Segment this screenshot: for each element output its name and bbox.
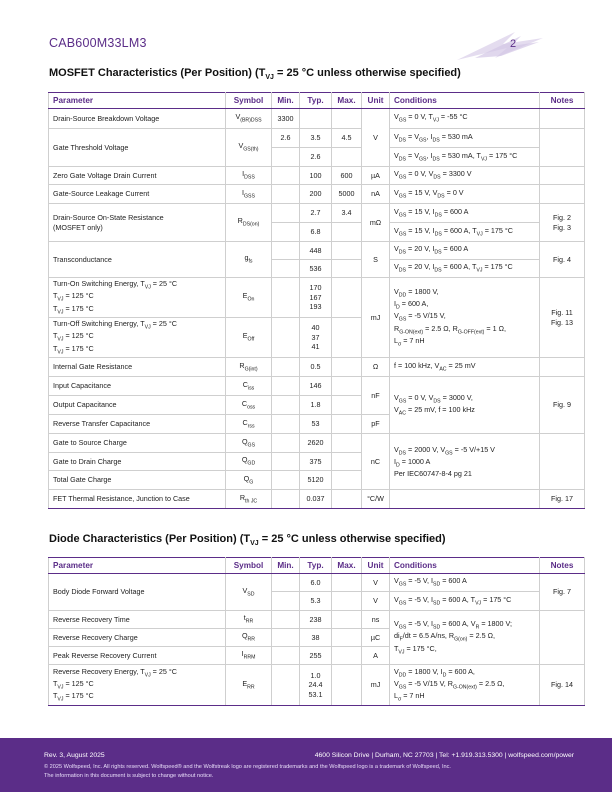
cond-cell: $V_{GS} = 15$ V, $I_{DS} = 600$ A, $T_{VJ} = 175$ °C [390,223,540,242]
col-typ: Typ. [300,93,332,109]
unit-cell: mJ [362,665,390,706]
param-cell: Reverse Transfer Capacitance [49,415,226,434]
min-cell [272,318,300,358]
address-text: 4600 Silicon Drive | Durham, NC 27703 | Tel: +1.919.313.5300 | wolfspeed.com/power [314,752,574,759]
col-symbol: Symbol [226,93,272,109]
cond-cell [390,490,540,509]
col-conditions: Conditions [390,93,540,109]
symbol-cell: $C_{oss}$ [226,396,272,415]
cond-cell: $V_{GS} = 0$ V, $V_{DS} = 3300$ V [390,167,540,185]
min-cell [272,377,300,396]
symbol-cell: $V_{SD}$ [226,574,272,611]
max-cell [332,629,362,647]
part-number: CAB600M33LM3 [49,36,147,50]
typ-cell: 6.8 [300,223,332,242]
unit-cell: S [362,242,390,278]
max-cell [332,318,362,358]
mosfet-section-title: MOSFET Characteristics (Per Position) ($T_{VJ} = 25$ °C unless otherwise specified) [49,67,461,82]
typ-cell: 3.5 [300,129,332,148]
max-cell [332,592,362,611]
param-cell: Zero Gate Voltage Drain Current [49,167,226,185]
col-min: Min. [272,93,300,109]
unit-cell: °C/W [362,490,390,509]
typ-cell: 170 167 193 [300,278,332,318]
typ-cell: 375 [300,453,332,471]
notes-cell [540,109,585,129]
unit-cell: nA [362,185,390,204]
max-cell: 3.4 [332,204,362,223]
typ-cell: 5.3 [300,592,332,611]
notes-cell: Fig. 17 [540,490,585,509]
mosfet-characteristics-table [48,92,585,509]
symbol-cell: $I_{RRM}$ [226,647,272,665]
param-cell: Internal Gate Resistance [49,358,226,377]
cond-cell: $V_{DD} = 1800$ V, $I_D = 600$ A, $V_{GS} = -5$ V/15 V, $R_{G-ON(ext)} = 2.5$ Ω, $R_{G-OFF(ext)} = 1$ Ω, $L_\sigma = 7$ nH [390,278,540,358]
param-cell: Turn-Off Switching Energy, $T_{VJ} = 25$ °C $T_{VJ} = 125$ °C $T_{VJ} = 175$ °C [49,318,226,358]
min-cell [272,629,300,647]
max-cell: 4.5 [332,129,362,148]
cond-cell: $V_{GS} = -5$ V, $I_{SD} = 600$ A, $V_R = 1800$ V; $di_F/dt = 6.5$ A/ns, $R_{G(on)} = 2.5$ Ω, $T_{VJ} = 175$ °C, [390,611,540,665]
min-cell [272,260,300,278]
cond-cell: $V_{GS} = 0$ V, $T_{VJ} = -55$ °C [390,109,540,129]
notes-cell: Fig. 4 [540,242,585,278]
cond-cell: $V_{GS} = 0$ V, $V_{DS} = 3000$ V, $V_{AC} = 25$ mV, f = 100 kHz [390,377,540,434]
table-row [49,204,585,223]
table-row [49,574,585,592]
col-parameter: Parameter [49,558,226,574]
typ-cell: 1.8 [300,396,332,415]
symbol-cell: $g_{fs}$ [226,242,272,278]
max-cell [332,647,362,665]
param-cell: Transconductance [49,242,226,278]
page-footer [0,738,612,792]
typ-cell: 38 [300,629,332,647]
table-row [49,278,585,318]
max-cell [332,415,362,434]
symbol-cell: $E_{Off}$ [226,318,272,358]
param-cell: Gate-Source Leakage Current [49,185,226,204]
symbol-cell: $I_{GSS}$ [226,185,272,204]
min-cell: 2.6 [272,129,300,148]
min-cell [272,242,300,260]
param-cell: Reverse Recovery Energy, $T_{VJ} = 25$ °C $T_{VJ} = 125$ °C $T_{VJ} = 175$ °C [49,665,226,706]
symbol-cell: $I_{DSS}$ [226,167,272,185]
param-cell: Reverse Recovery Charge [49,629,226,647]
param-cell: Reverse Recovery Time [49,611,226,629]
param-cell: Gate to Source Charge [49,434,226,453]
table-header-row [49,558,585,574]
typ-cell: 100 [300,167,332,185]
notes-cell [540,167,585,185]
typ-cell: 238 [300,611,332,629]
symbol-cell: $R_{th JC}$ [226,490,272,509]
max-cell [332,278,362,318]
param-cell: Turn-On Switching Energy, $T_{VJ} = 25$ °C $T_{VJ} = 125$ °C $T_{VJ} = 175$ °C [49,278,226,318]
min-cell [272,574,300,592]
notes-cell [540,611,585,665]
max-cell [332,109,362,129]
table-row [49,611,585,629]
max-cell [332,223,362,242]
table-header-row [49,93,585,109]
table-row [49,358,585,377]
disclaimer-text: The information in this document is subject to change without notice. [44,773,214,779]
typ-cell: 0.037 [300,490,332,509]
notes-cell: Fig. 9 [540,377,585,434]
page-number: 2 [510,38,517,50]
min-cell [272,592,300,611]
max-cell: 5000 [332,185,362,204]
unit-cell: µA [362,167,390,185]
typ-cell: 6.0 [300,574,332,592]
typ-cell: 448 [300,242,332,260]
param-cell: Input Capacitance [49,377,226,396]
cond-cell: $V_{GS} = 15$ V, $I_{DS} = 600$ A [390,204,540,223]
cond-cell: $V_{DS} = V_{GS}$, $I_{DS} = 530$ mA [390,129,540,148]
typ-cell: 255 [300,647,332,665]
table-row [49,129,585,148]
unit-cell: pF [362,415,390,434]
max-cell [332,434,362,453]
unit-cell: mΩ [362,204,390,242]
max-cell [332,396,362,415]
table-row [49,434,585,453]
symbol-cell: $E_{On}$ [226,278,272,318]
symbol-cell: $C_{iss}$ [226,377,272,396]
min-cell [272,185,300,204]
min-cell [272,396,300,415]
table-row [49,109,585,129]
unit-cell: V [362,574,390,592]
table-row [49,377,585,396]
symbol-cell: $Q_{RR}$ [226,629,272,647]
min-cell [272,148,300,167]
cond-cell: $V_{DS} = V_{GS}$, $I_{DS} = 530$ mA, $T_{VJ} = 175$ °C [390,148,540,167]
min-cell [272,665,300,706]
symbol-cell: $R_{DS(on)}$ [226,204,272,242]
symbol-cell: $Q_{GS}$ [226,434,272,453]
min-cell [272,434,300,453]
unit-cell: V [362,109,390,167]
col-symbol: Symbol [226,558,272,574]
cond-cell: $V_{GS} = -5$ V, $I_{SD} = 600$ A, $T_{VJ} = 175$ °C [390,592,540,611]
wolfstreak-logo [455,28,545,64]
typ-cell: 2.7 [300,204,332,223]
symbol-cell: $V_{GS(th)}$ [226,129,272,167]
typ-cell: 1.0 24.4 53.1 [300,665,332,706]
typ-cell: 536 [300,260,332,278]
col-unit: Unit [362,558,390,574]
typ-cell: 2620 [300,434,332,453]
max-cell [332,665,362,706]
notes-cell [540,434,585,490]
max-cell [332,242,362,260]
typ-cell: 2.6 [300,148,332,167]
unit-cell: V [362,592,390,611]
col-min: Min. [272,558,300,574]
notes-cell [540,358,585,377]
min-cell [272,490,300,509]
min-cell [272,415,300,434]
symbol-cell: $Q_G$ [226,471,272,490]
cond-cell: $V_{DS} = 20$ V, $I_{DS} = 600$ A, $T_{VJ} = 175$ °C [390,260,540,278]
param-cell: Total Gate Charge [49,471,226,490]
notes-cell [540,185,585,204]
cond-cell: f = 100 kHz, $V_{AC} = 25$ mV [390,358,540,377]
revision-text: Rev. 3, August 2025 [44,752,105,759]
copyright-text: © 2025 Wolfspeed, Inc. All rights reserved. Wolfspeed® and the Wolfstreak logo are registered trademarks and the Wolfspeed logo is a trademark of Wolfspeed, Inc. [44,764,451,770]
typ-cell [300,109,332,129]
notes-cell: Fig. 7 [540,574,585,611]
unit-cell: µC [362,629,390,647]
min-cell [272,167,300,185]
param-cell: Gate to Drain Charge [49,453,226,471]
notes-cell: Fig. 2 Fig. 3 [540,204,585,242]
cond-cell: $V_{GS} = 15$ V, $V_{DS} = 0$ V [390,185,540,204]
table-row [49,490,585,509]
table-row [49,665,585,706]
param-cell: Drain-Source On-State Resistance (MOSFET only) [49,204,226,242]
symbol-cell: $t_{RR}$ [226,611,272,629]
typ-cell: 0.5 [300,358,332,377]
param-cell: Body Diode Forward Voltage [49,574,226,611]
col-notes: Notes [540,93,585,109]
col-notes: Notes [540,558,585,574]
max-cell [332,148,362,167]
min-cell: 3300 [272,109,300,129]
symbol-cell: $Q_{GD}$ [226,453,272,471]
max-cell [332,260,362,278]
unit-cell: mJ [362,278,390,358]
max-cell [332,453,362,471]
min-cell [272,647,300,665]
typ-cell: 5120 [300,471,332,490]
col-max: Max. [332,93,362,109]
max-cell [332,471,362,490]
symbol-cell: $V_{(BR)DSS}$ [226,109,272,129]
unit-cell: nF [362,377,390,415]
param-cell: Peak Reverse Recovery Current [49,647,226,665]
min-cell [272,223,300,242]
param-cell: Gate Threshold Voltage [49,129,226,167]
notes-cell [540,129,585,167]
min-cell [272,611,300,629]
max-cell [332,377,362,396]
cond-cell: $V_{GS} = -5$ V, $I_{SD} = 600$ A [390,574,540,592]
diode-characteristics-table [48,557,585,706]
unit-cell: Ω [362,358,390,377]
min-cell [272,358,300,377]
table-row [49,167,585,185]
table-row [49,185,585,204]
max-cell [332,490,362,509]
min-cell [272,471,300,490]
symbol-cell: $E_{RR}$ [226,665,272,706]
diode-section-title: Diode Characteristics (Per Position) ($T_{VJ} = 25$ °C unless otherwise specified) [49,533,446,548]
col-unit: Unit [362,93,390,109]
min-cell [272,204,300,223]
param-cell: FET Thermal Resistance, Junction to Case [49,490,226,509]
max-cell: 600 [332,167,362,185]
notes-cell: Fig. 14 [540,665,585,706]
param-cell: Output Capacitance [49,396,226,415]
max-cell [332,574,362,592]
col-parameter: Parameter [49,93,226,109]
typ-cell: 53 [300,415,332,434]
cond-cell: $V_{DS} = 2000$ V, $V_{GS} = -5$ V/+15 V $I_D = 1000$ A Per IEC60747-8-4 pg 21 [390,434,540,490]
cond-cell: $V_{DD} = 1800$ V, $I_D = 600$ A, $V_{GS} = -5$ V/15 V, $R_{G-ON(ext)} = 2.5$ Ω, $L_\sigma = 7$ nH [390,665,540,706]
typ-cell: 200 [300,185,332,204]
max-cell [332,358,362,377]
min-cell [272,278,300,318]
typ-cell: 146 [300,377,332,396]
table-row [49,242,585,260]
notes-cell: Fig. 11 Fig. 13 [540,278,585,358]
col-conditions: Conditions [390,558,540,574]
unit-cell: ns [362,611,390,629]
unit-cell: A [362,647,390,665]
param-cell: Drain-Source Breakdown Voltage [49,109,226,129]
col-typ: Typ. [300,558,332,574]
cond-cell: $V_{DS} = 20$ V, $I_{DS} = 600$ A [390,242,540,260]
col-max: Max. [332,558,362,574]
min-cell [272,453,300,471]
unit-cell: nC [362,434,390,490]
symbol-cell: $C_{rss}$ [226,415,272,434]
max-cell [332,611,362,629]
symbol-cell: $R_{G(int)}$ [226,358,272,377]
typ-cell: 40 37 41 [300,318,332,358]
